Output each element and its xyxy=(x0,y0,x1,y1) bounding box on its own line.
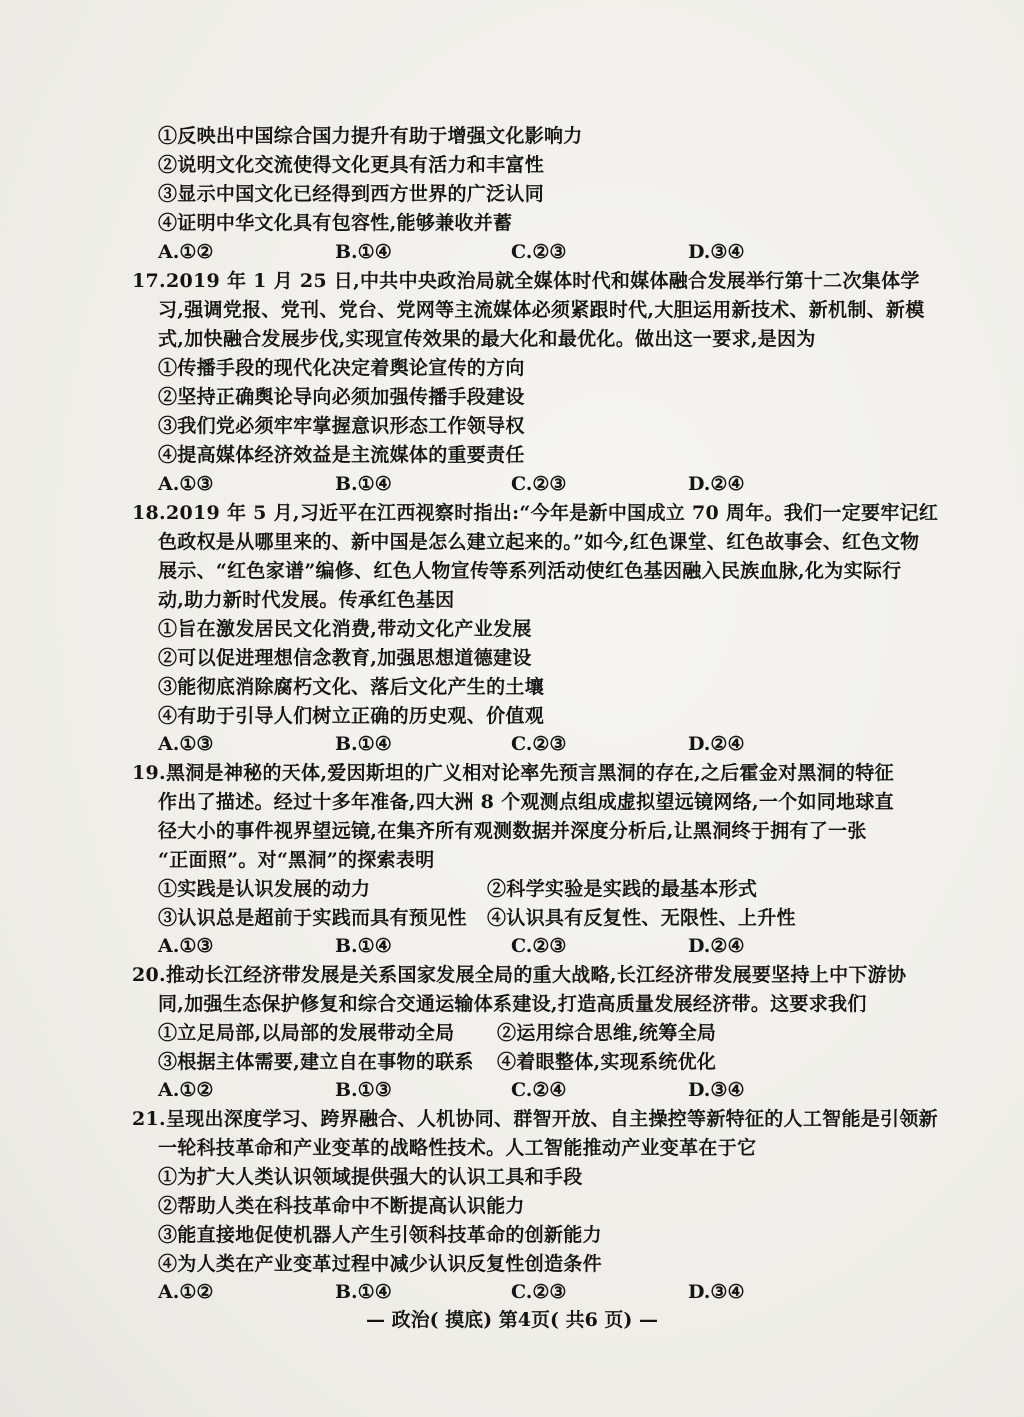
q17-stem-line-2: 习,强调党报、党刊、党台、党网等主流媒体必须紧跟时代,大胆运用新技术、新机制、新模 xyxy=(158,299,925,321)
q19-statement-3: ③认识总是超前于实践而具有预见性 xyxy=(158,907,467,929)
page-footer: — 政治( 摸底) 第4页( 共6 页) — xyxy=(365,1309,659,1331)
q21-stem-line-2: 一轮科技革命和产业变革的战略性技术。人工智能推动产业变革在于它 xyxy=(158,1137,757,1159)
q21-stem-line-1: 21.呈现出深度学习、跨界融合、人机协同、群智开放、自主操控等新特征的人工智能是引领新 xyxy=(132,1108,938,1130)
q20-option-b: B.①③ xyxy=(335,1079,392,1101)
q16-statement-3: ③显示中国文化已经得到西方世界的广泛认同 xyxy=(158,183,545,205)
q16-option-d: D.③④ xyxy=(688,241,745,263)
q18-statement-3: ③能彻底消除腐朽文化、落后文化产生的土壤 xyxy=(158,676,545,698)
q18-statement-2: ②可以促进理想信念教育,加强思想道德建设 xyxy=(158,647,532,669)
q19-option-d: D.②④ xyxy=(688,935,745,957)
q16-option-c: C.②③ xyxy=(511,241,567,263)
q18-option-d: D.②④ xyxy=(688,733,745,755)
q19-option-b: B.①④ xyxy=(335,935,392,957)
q20-option-d: D.③④ xyxy=(688,1079,745,1101)
q18-option-b: B.①④ xyxy=(335,733,392,755)
q18-option-a: A.①③ xyxy=(158,733,214,755)
q17-stem-line-3: 式,加快融合发展步伐,实现宣传效果的最大化和最优化。做出这一要求,是因为 xyxy=(158,328,816,350)
q19-stem-line-4: “正面照”。对“黑洞”的探索表明 xyxy=(158,849,435,871)
q17-statement-2: ②坚持正确舆论导向必须加强传播手段建设 xyxy=(158,386,525,408)
q19-option-c: C.②③ xyxy=(511,935,567,957)
q17-stem-line-1: 17.2019 年 1 月 25 日,中共中央政治局就全媒体时代和媒体融合发展举行第十二次集体学 xyxy=(132,270,920,292)
q16-statement-1: ①反映出中国综合国力提升有助于增强文化影响力 xyxy=(158,125,583,147)
q17-option-d: D.②④ xyxy=(688,473,745,495)
q20-statement-4: ④着眼整体,实现系统优化 xyxy=(497,1051,717,1073)
q20-statement-1: ①立足局部,以局部的发展带动全局 xyxy=(158,1022,455,1044)
q18-stem-line-4: 动,助力新时代发展。传承红色基因 xyxy=(158,589,455,611)
q18-stem-line-1: 18.2019 年 5 月,习近平在江西视察时指出:“今年是新中国成立 70 周年。我们一定要牢记红 xyxy=(132,502,939,524)
q16-option-a: A.①② xyxy=(158,241,214,263)
q19-option-a: A.①③ xyxy=(158,935,214,957)
q20-statement-2: ②运用综合思维,统筹全局 xyxy=(497,1022,717,1044)
q18-option-c: C.②③ xyxy=(511,733,567,755)
q18-stem-line-2: 色政权是从哪里来的、新中国是怎么建立起来的。”如今,红色课堂、红色故事会、红色文物 xyxy=(158,531,920,553)
q17-statement-3: ③我们党必须牢牢掌握意识形态工作领导权 xyxy=(158,415,525,437)
q19-stem-line-2: 作出了描述。经过十多年准备,四大洲 8 个观测点组成虚拟望远镜网络,一个如同地球直 xyxy=(158,791,894,813)
q16-statement-4: ④证明中华文化具有包容性,能够兼收并蓄 xyxy=(158,212,513,234)
q19-stem-line-3: 径大小的事件视界望远镜,在集齐所有观测数据并深度分析后,让黑洞终于拥有了一张 xyxy=(158,820,867,842)
q21-statement-4: ④为人类在产业变革过程中减少认识反复性创造条件 xyxy=(158,1253,602,1275)
q20-stem-line-2: 同,加强生态保护修复和综合交通运输体系建设,打造高质量发展经济带。这要求我们 xyxy=(158,993,867,1015)
q17-statement-1: ①传播手段的现代化决定着舆论宣传的方向 xyxy=(158,357,525,379)
q18-statement-1: ①旨在激发居民文化消费,带动文化产业发展 xyxy=(158,618,532,640)
q17-statement-4: ④提高媒体经济效益是主流媒体的重要责任 xyxy=(158,444,525,466)
q16-statement-2: ②说明文化交流使得文化更具有活力和丰富性 xyxy=(158,154,545,176)
q20-stem-line-1: 20.推动长江经济带发展是关系国家发展全局的重大战略,长江经济带发展要坚持上中下游协 xyxy=(132,964,907,986)
q17-option-b: B.①④ xyxy=(335,473,392,495)
q20-option-a: A.①② xyxy=(158,1079,214,1101)
q19-statement-2: ②科学实验是实践的最基本形式 xyxy=(487,878,758,900)
q20-statement-3: ③根据主体需要,建立自在事物的联系 xyxy=(158,1051,474,1073)
q18-stem-line-3: 展示、“红色家谱”编修、红色人物宣传等系列活动使红色基因融入民族血脉,化为实际行 xyxy=(158,560,902,582)
q19-stem-line-1: 19.黑洞是神秘的天体,爱因斯坦的广义相对论率先预言黑洞的存在,之后霍金对黑洞的特征 xyxy=(132,762,894,784)
q19-statement-1: ①实践是认识发展的动力 xyxy=(158,878,371,900)
q16-option-b: B.①④ xyxy=(335,241,392,263)
q20-option-c: C.②④ xyxy=(511,1079,567,1101)
q21-statement-3: ③能直接地促使机器人产生引领科技革命的创新能力 xyxy=(158,1224,602,1246)
q21-option-a: A.①② xyxy=(158,1281,214,1303)
q21-option-b: B.①④ xyxy=(335,1281,392,1303)
q18-statement-4: ④有助于引导人们树立正确的历史观、价值观 xyxy=(158,705,545,727)
q21-statement-2: ②帮助人类在科技革命中不断提高认识能力 xyxy=(158,1195,525,1217)
q19-statement-4: ④认识具有反复性、无限性、上升性 xyxy=(487,907,796,929)
q21-option-c: C.②③ xyxy=(511,1281,567,1303)
q21-statement-1: ①为扩大人类认识领域提供强大的认识工具和手段 xyxy=(158,1166,583,1188)
q17-option-c: C.②③ xyxy=(511,473,567,495)
q21-option-d: D.③④ xyxy=(688,1281,745,1303)
q17-option-a: A.①③ xyxy=(158,473,214,495)
